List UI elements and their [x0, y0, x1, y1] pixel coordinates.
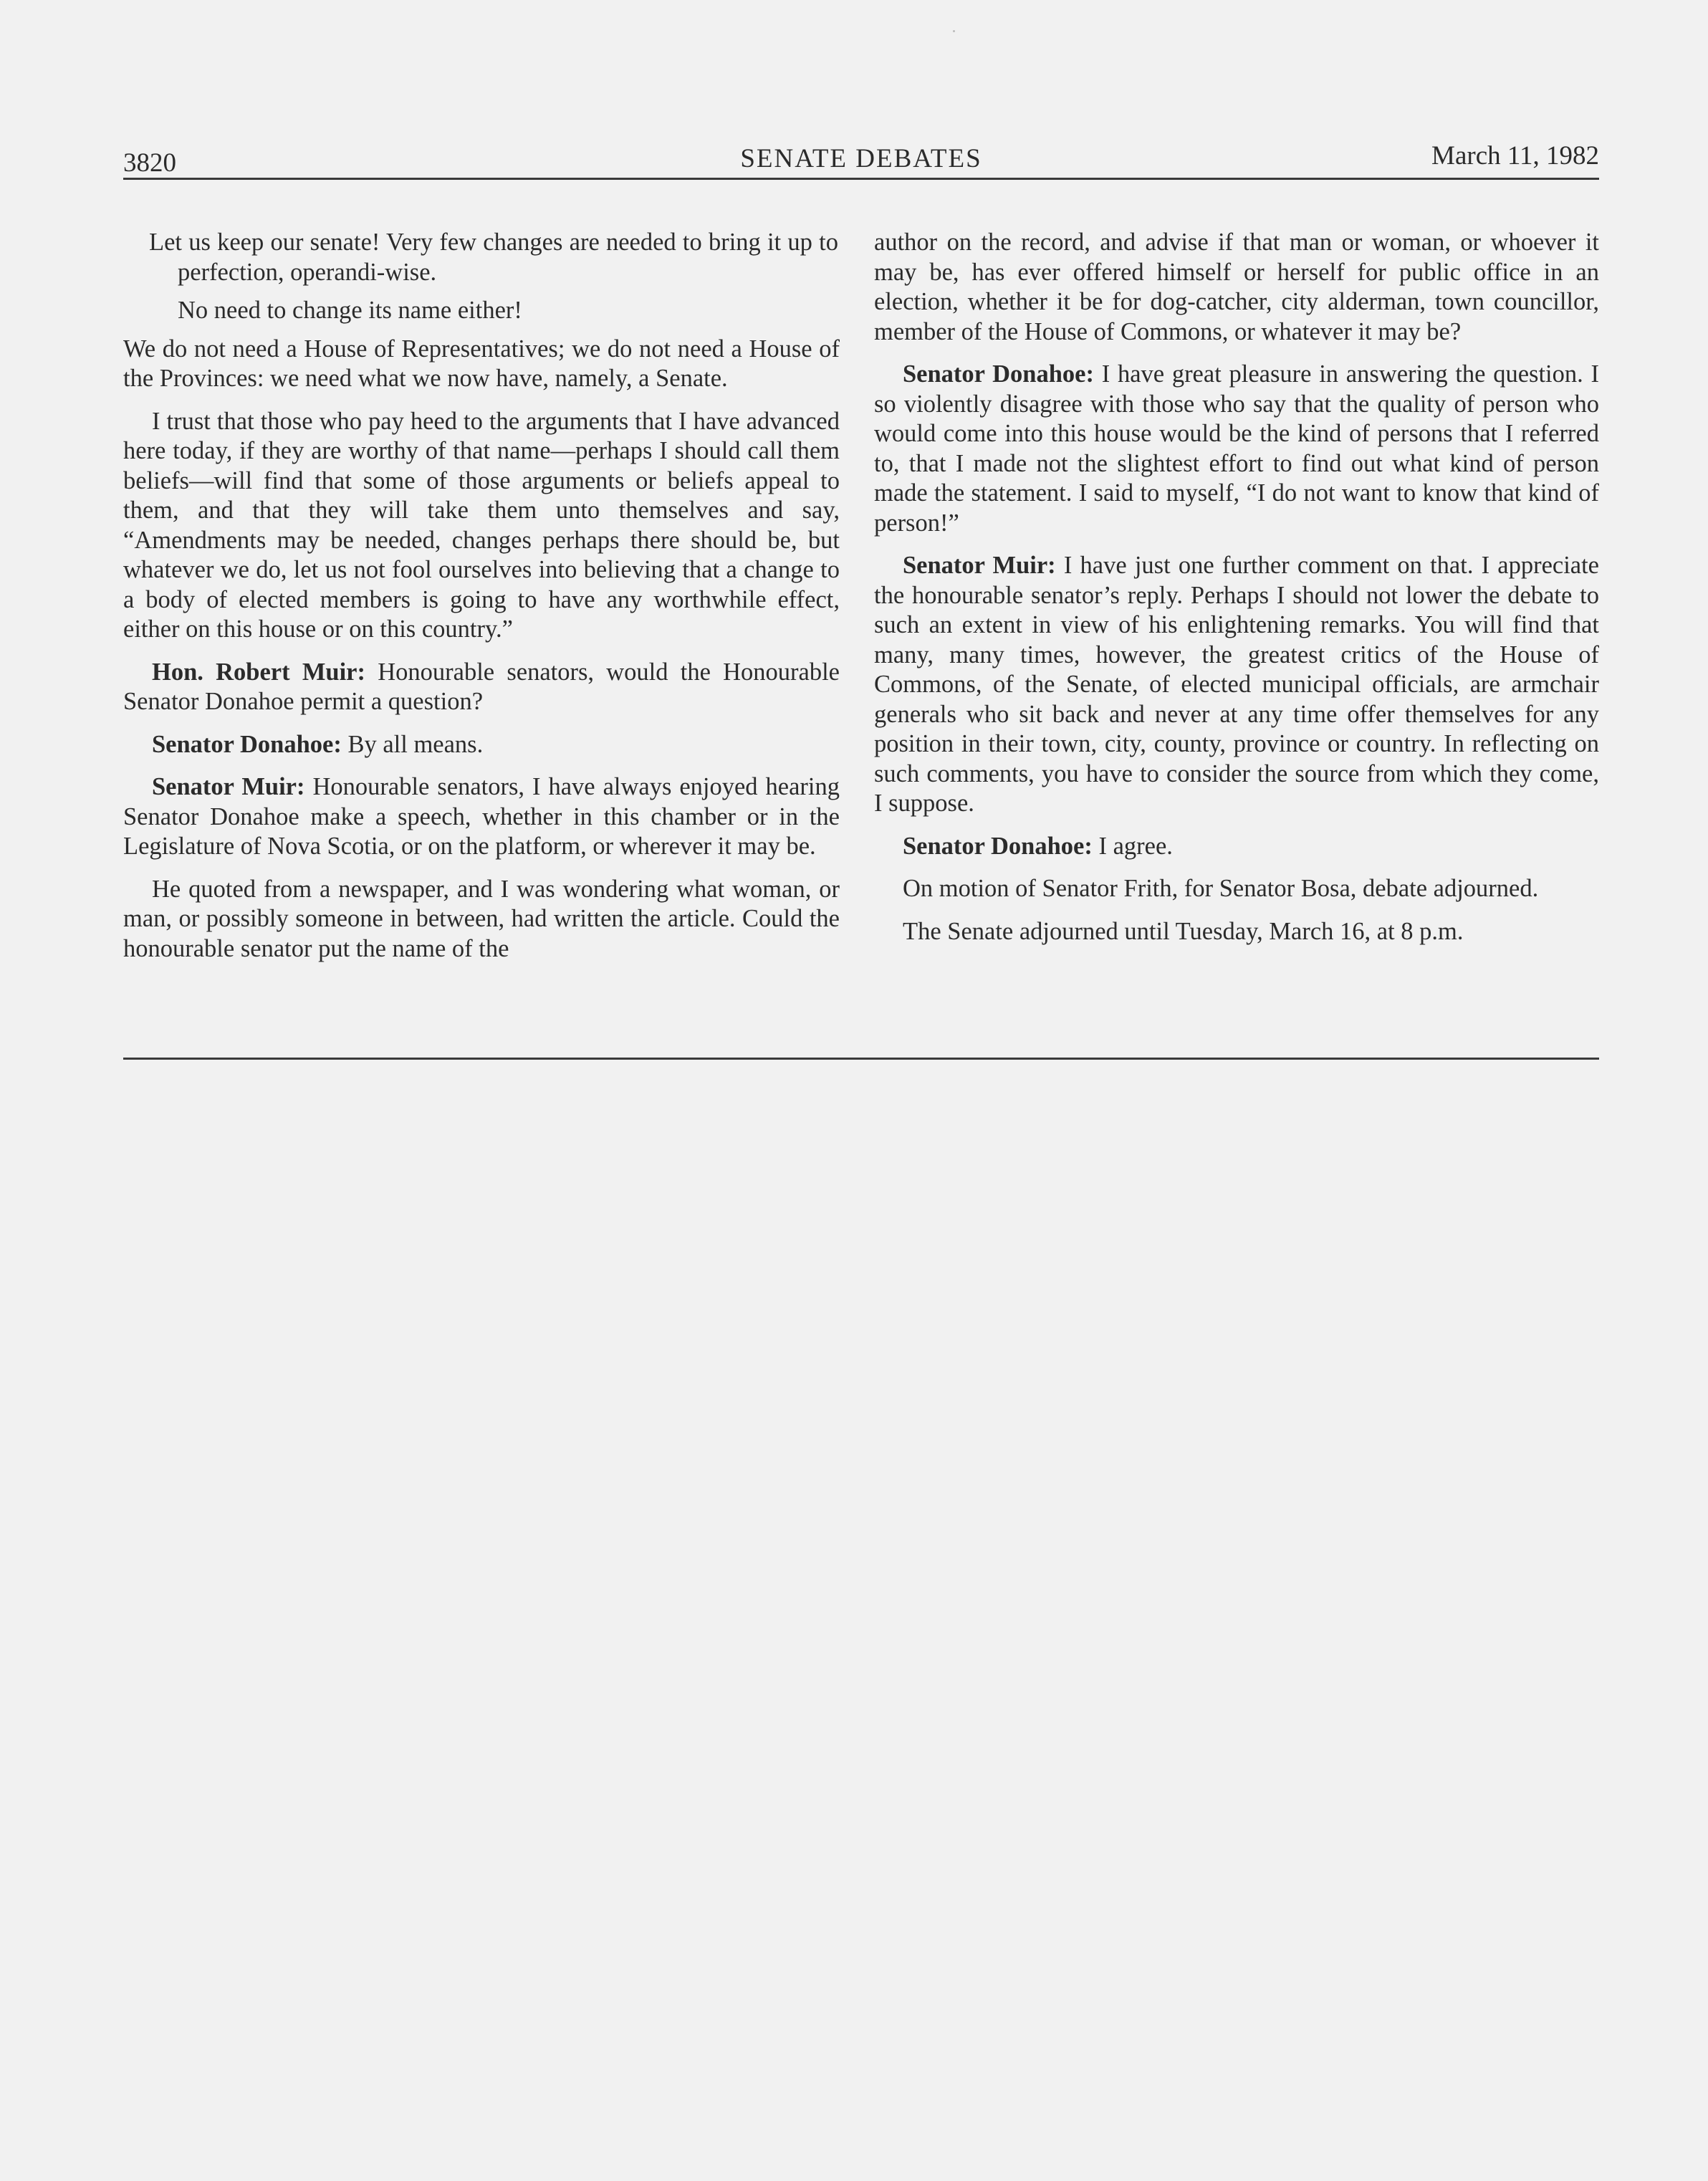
speaker-name: Senator Donahoe: [903, 360, 1094, 388]
speaker-name: Senator Muir: [903, 552, 1056, 579]
speech-paragraph [123, 772, 840, 862]
speech-paragraph: author on the record, and advise if that man or woman, or whoever it may be, has ever offered himself or herself for public office in an election, whether it be for dog-catcher, city alderman, town councillor, member of the House of Commons, or whatever it may be? [874, 229, 1599, 345]
publication-title: SENATE DEBATES [740, 144, 982, 173]
page-number: 3820 [123, 148, 176, 178]
scan-speck [953, 30, 955, 32]
speech-text: Honourable senators, would the Honourable Senator Donahoe permit a question? [123, 658, 840, 715]
speech-paragraph: I trust that those who pay heed to the arguments that I have advanced here today, if they are worthy of that name—perhaps I should call them beliefs—will find that some of those arguments or beliefs appeal to them, and that they will take them unto themselves and say, “Amendments may be needed, changes perhaps there should be, but whatever we do, let us not fool ourselves into believing that a change to a body of elected members is going to have any worthwhile effect, either on this house or on this country.” [123, 407, 840, 643]
quote-paragraph: No need to change its name either! [178, 297, 522, 324]
speech-text: I have just one further comment on that. I appreciate the honourable senator’s reply. Perhaps I should not lower the debate to such an extent in view of his enlightening remarks. You will find that many, many times, however, the greatest critics of the House of Commons, of the Senate, of elected municipal officials, are armchair generals who sit back and never at any time offer themselves for any position in their town, city, county, province or country. In reflecting on such comments, you have to consider the source from which they come, I suppose. [874, 552, 1599, 817]
speech-text: By all means. [341, 730, 484, 758]
quote-paragraph: Let us keep our senate! Very few changes are needed to bring it up to perfection, operandi-wise. [149, 229, 838, 286]
speaker-name: Hon. Robert Muir: [152, 658, 365, 686]
left-column [123, 228, 840, 977]
procedural-note: The Senate adjourned until Tuesday, March 16, at 8 p.m. [903, 917, 1464, 945]
speaker-name: Senator Donahoe: [152, 730, 342, 758]
header-rule [123, 178, 1599, 180]
footer-rule [123, 1058, 1599, 1060]
right-column [874, 228, 1599, 959]
speech-text: Honourable senators, I have always enjoyed hearing Senator Donahoe make a speech, whether in this chamber or in the Legislature of Nova Scotia, or on the platform, or wherever it may be. [123, 773, 840, 860]
speaker-name: Senator Muir: [152, 773, 305, 800]
speech-paragraph [123, 658, 840, 717]
speech-paragraph [874, 360, 1599, 538]
speech-paragraph [874, 832, 1599, 862]
speech-paragraph: He quoted from a newspaper, and I was wondering what woman, or man, or possibly someone in between, had written the article. Could the honourable senator put the name of the [123, 875, 840, 962]
quote-paragraph: We do not need a House of Representatives; we do not need a House of the Provinces: we need what we now have, namely, a Senate. [123, 335, 840, 392]
speech-paragraph [123, 730, 840, 760]
speech-text: I agree. [1092, 832, 1173, 860]
speech-text: I have great pleasure in answering the question. I so violently disagree with those who say that the quality of person who would come into this house would be the kind of persons that I referred to, that I made not the slightest effort to find out what kind of person made the statement. I said to myself, “I do not want to know that kind of person!” [874, 360, 1599, 537]
speech-paragraph [874, 551, 1599, 819]
publication-date: March 11, 1982 [1431, 141, 1599, 171]
procedural-note: On motion of Senator Frith, for Senator Bosa, debate adjourned. [903, 875, 1539, 902]
page-header [123, 140, 1599, 176]
speaker-name: Senator Donahoe: [903, 832, 1093, 860]
